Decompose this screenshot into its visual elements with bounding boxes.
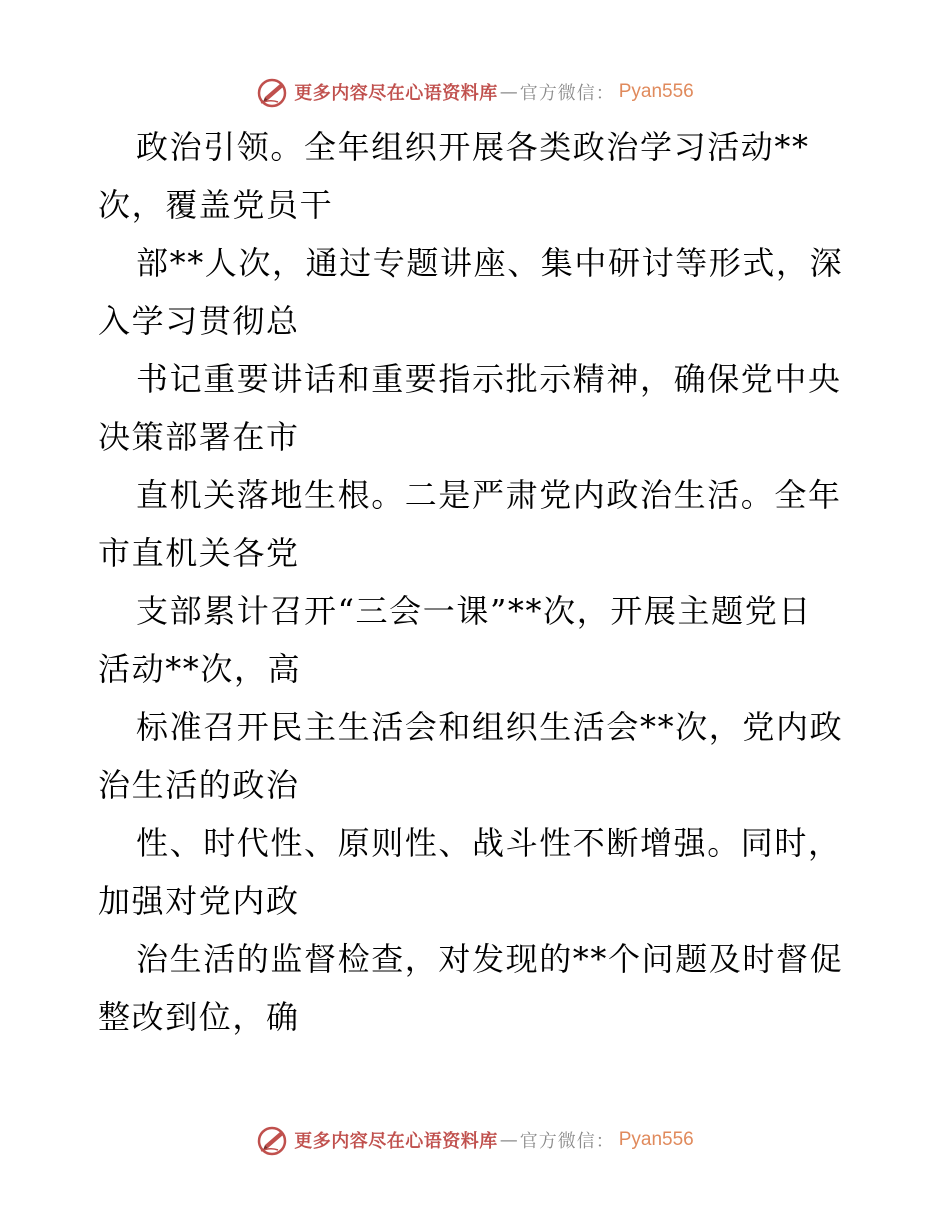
text-line: 加强对党内政 [98,882,300,920]
text-block-2 [98,234,858,350]
text-line: 政治引领。全年组织开展各类政治学习活动** [136,128,810,166]
text-line: 活动**次，高 [98,650,302,688]
text-line: 治生活的监督检查，对发现的**个问题及时督促 [136,940,844,978]
text-block-5 [98,582,858,698]
text-line: 入学习贯彻总 [98,302,300,340]
watermark-wechat-id: Pyan556 [618,1129,694,1150]
text-block-6 [98,698,858,814]
text-block-3 [98,350,858,466]
text-line: 市直机关各党 [98,534,300,572]
text-line: 次，覆盖党员干 [98,186,334,224]
watermark-wechat-id: Pyan556 [618,81,694,102]
watermark-site-text: 更多内容尽在心语资料库 [294,83,498,104]
pen-circle-logo-icon [256,75,290,109]
watermark-wechat-label: 官方微信： [519,83,615,104]
text-line: 决策部署在市 [98,418,300,456]
watermark-wechat-label: 官方微信： [519,1131,615,1152]
pen-circle-logo-icon [256,1123,290,1157]
text-line: 治生活的政治 [98,766,300,804]
text-line: 书记重要讲话和重要指示批示精神，确保党中央 [136,360,842,398]
text-line: 整改到位，确 [98,998,300,1036]
watermark-dash: — [499,81,518,103]
watermark-dash: — [499,1129,518,1151]
header-watermark [0,72,950,112]
text-block-4 [98,466,858,582]
text-block-1 [98,118,858,234]
text-line: 支部累计召开“三会一课”**次，开展主题党日 [136,592,812,630]
text-line: 部**人次，通过专题讲座、集中研讨等形式，深 [136,244,844,282]
text-line: 性、时代性、原则性、战斗性不断增强。同时， [136,824,842,862]
watermark-site-text: 更多内容尽在心语资料库 [294,1131,498,1152]
text-line: 直机关落地生根。二是严肃党内政治生活。全年 [136,476,842,514]
text-block-7 [98,814,858,930]
text-line: 标准召开民主生活会和组织生活会**次，党内政 [136,708,844,746]
text-block-8 [98,930,858,1046]
footer-watermark [0,1120,950,1160]
document-body [98,118,858,1046]
